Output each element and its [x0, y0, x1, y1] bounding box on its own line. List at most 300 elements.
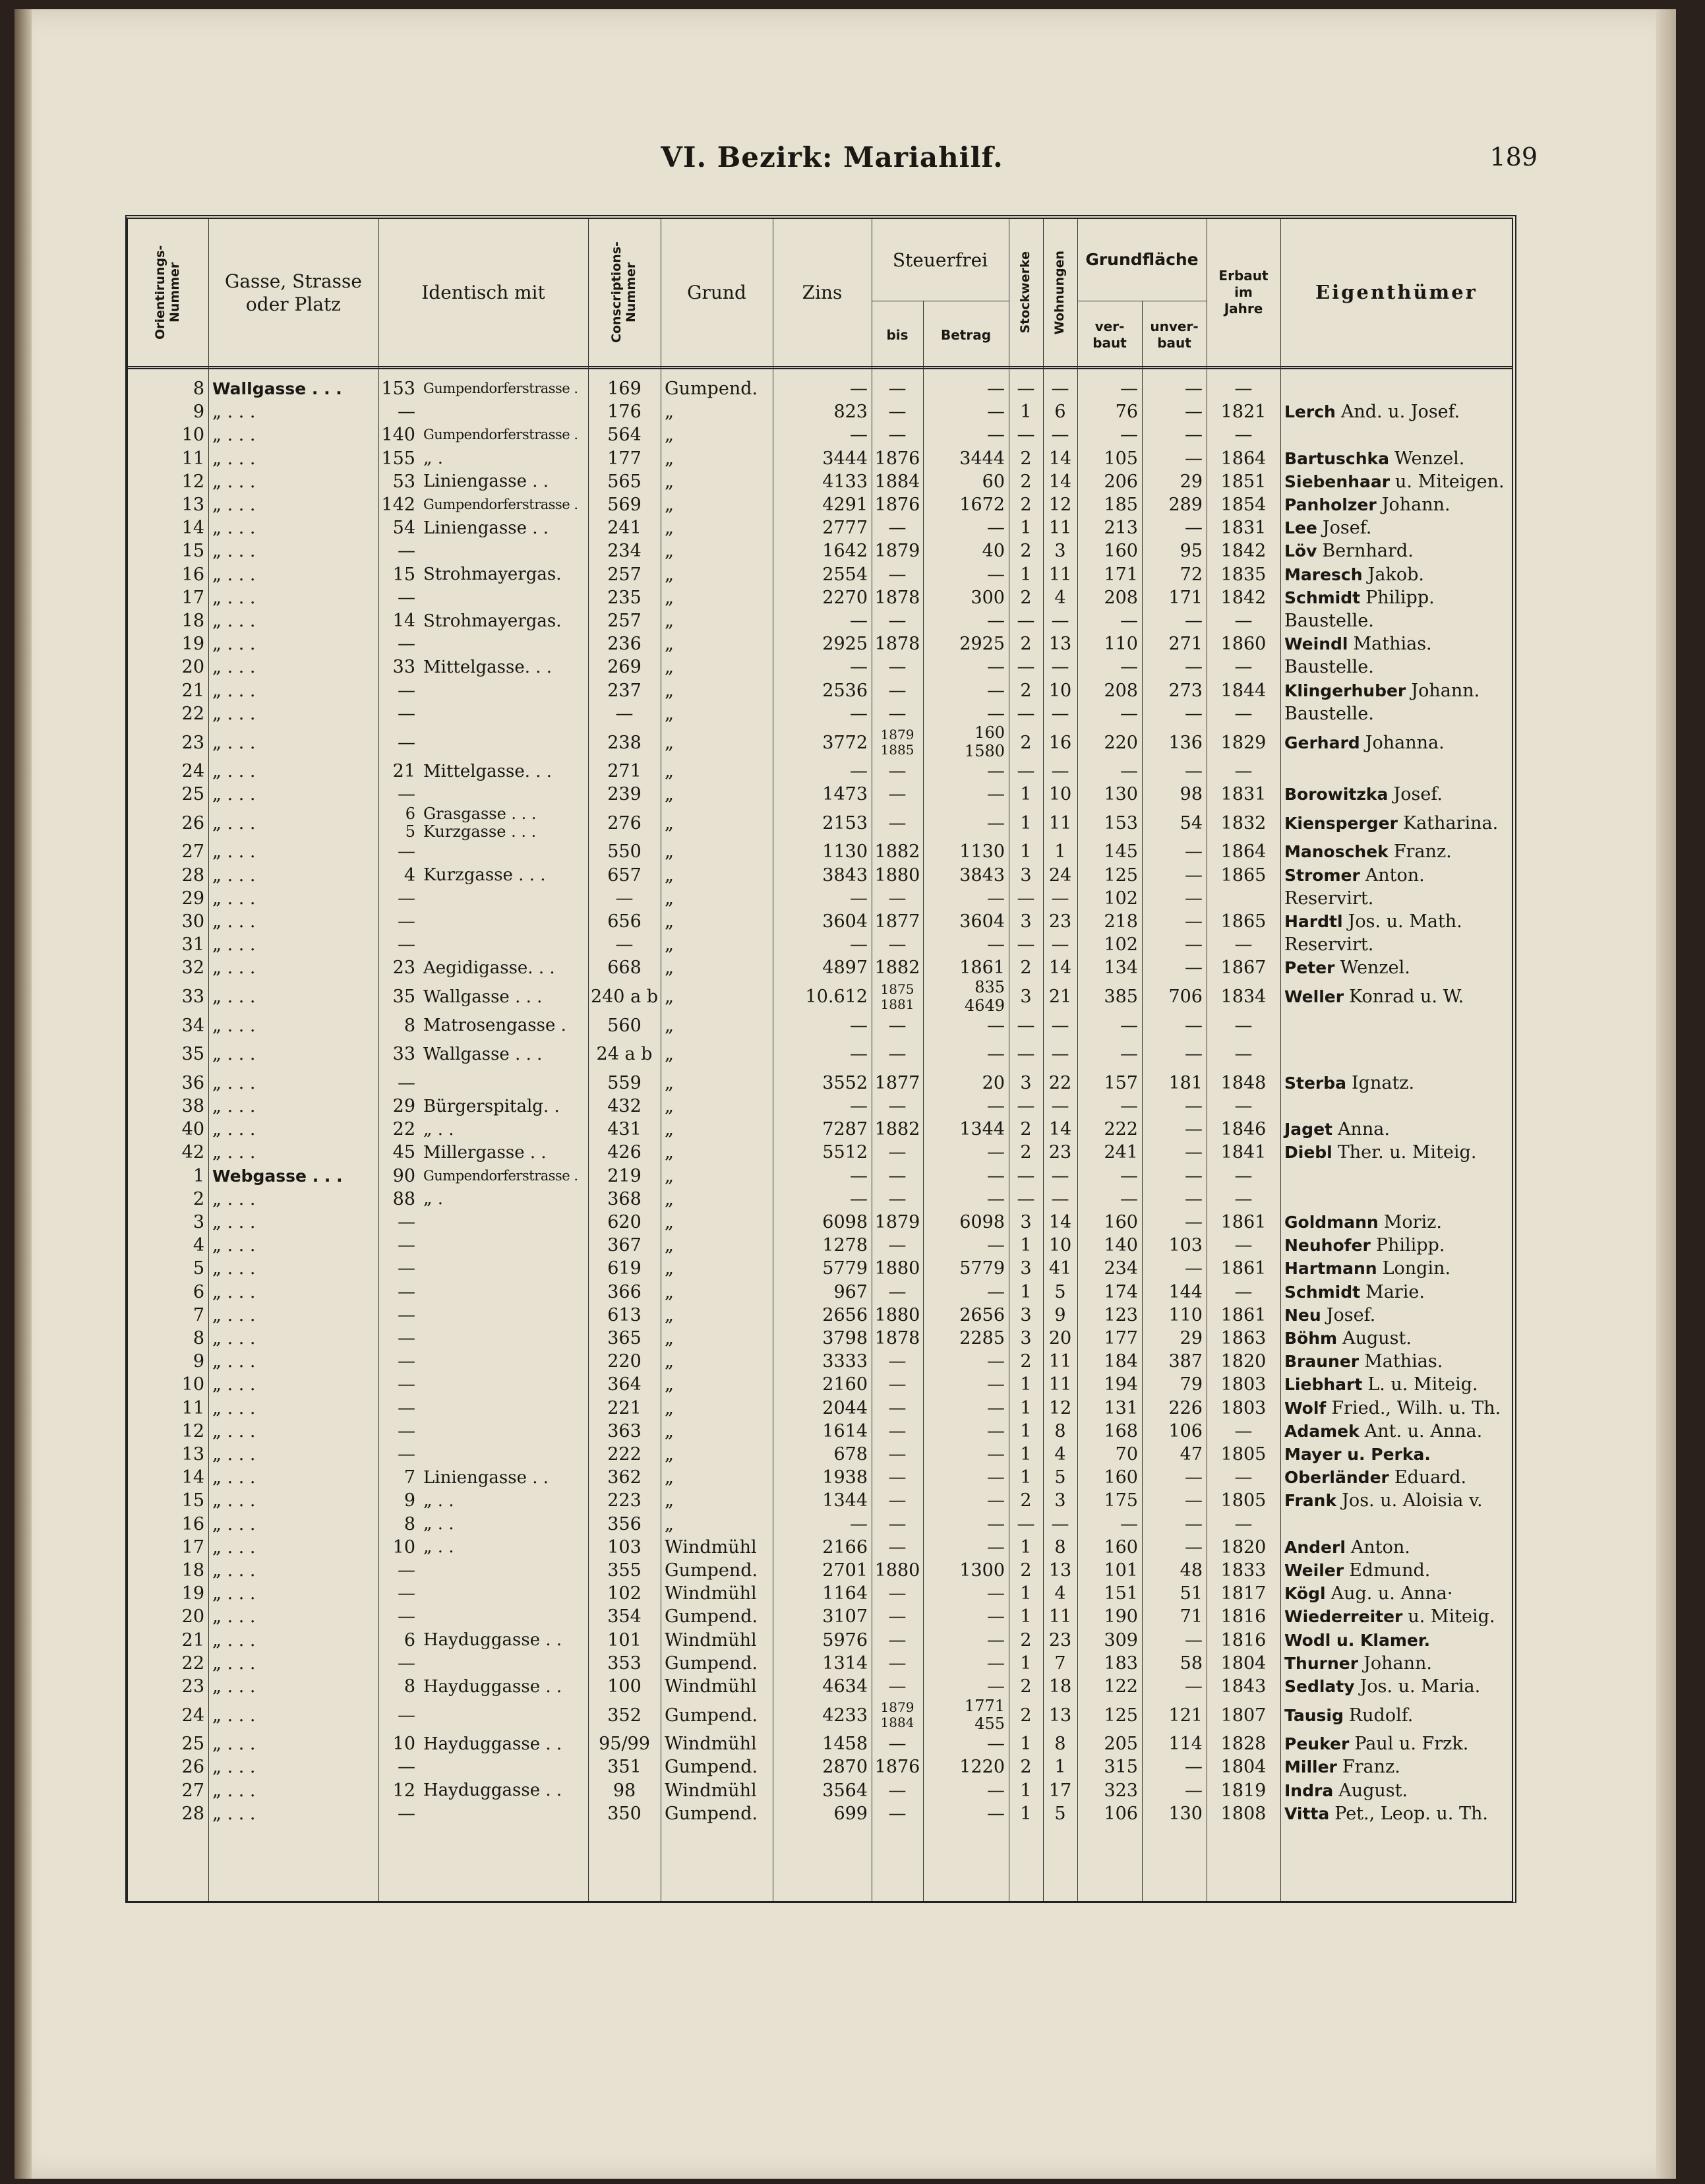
steuerfrei-betrag: —: [987, 564, 1005, 585]
stockwerke: 1: [1020, 518, 1032, 539]
steuerfrei-betrag: 60: [982, 471, 1005, 492]
eigenthuemer-zusatz: Aug. u. Anna·: [1331, 1583, 1453, 1604]
gasse-name: „ . . .: [212, 518, 256, 539]
stockwerke: —: [1017, 1165, 1035, 1186]
zins: —: [850, 1015, 868, 1036]
zins: 2536: [822, 680, 868, 701]
grund: Gumpend.: [665, 1705, 758, 1726]
grundflaeche-verbaut: 76: [1115, 402, 1138, 423]
grundflaeche-unverbaut: —: [1185, 1015, 1203, 1036]
identisch-nummer: 33: [392, 1044, 415, 1065]
grund: „: [665, 911, 674, 932]
conscriptions-nummer: 241: [607, 518, 642, 539]
zins: —: [850, 657, 868, 678]
zins: 3564: [822, 1780, 868, 1801]
conscriptions-nummer: 271: [607, 761, 642, 782]
eigenthuemer-name: Neuhofer: [1284, 1236, 1371, 1256]
grund: „: [665, 564, 674, 585]
erbaut-jahr: 1834: [1220, 986, 1267, 1008]
col-grundflaeche: Grundfläche: [1085, 250, 1199, 270]
grundflaeche-verbaut: 151: [1104, 1583, 1138, 1604]
table-row: [128, 1559, 1512, 1582]
grundflaeche-unverbaut: 114: [1168, 1734, 1203, 1755]
grund: „: [665, 784, 674, 805]
table-row: [128, 609, 1512, 632]
erbaut-jahr: 1821: [1220, 402, 1267, 423]
zins: 3552: [822, 1072, 868, 1093]
steuerfrei-bis: 1876: [874, 1757, 920, 1778]
wohnungen: 23: [1048, 911, 1072, 932]
grund: „: [665, 1490, 674, 1511]
grundflaeche-unverbaut: 29: [1180, 1328, 1203, 1349]
col-verbaut: ver-baut: [1092, 318, 1127, 351]
steuerfrei-betrag: —: [987, 1583, 1005, 1604]
table-row: [128, 887, 1512, 910]
wohnungen: 5: [1054, 1467, 1066, 1488]
identisch-nummer: —: [398, 1705, 415, 1726]
zins: 3107: [822, 1606, 868, 1627]
eigenthuemer: [1280, 783, 1518, 806]
eigenthuemer-name: Kiensperger: [1284, 813, 1398, 833]
steuerfrei-betrag: —: [987, 680, 1005, 701]
identisch-nummer: 9: [404, 1490, 415, 1511]
eigenthuemer-name: Liebhart: [1284, 1375, 1363, 1395]
steuerfrei-bis: [872, 980, 923, 1014]
stockwerke: 2: [1020, 634, 1032, 655]
eigenthuemer: [1280, 1420, 1518, 1443]
table-row: [128, 1652, 1512, 1675]
wohnungen: —: [1051, 934, 1069, 956]
stockwerke: 2: [1020, 1142, 1032, 1163]
grundflaeche-verbaut: 102: [1104, 888, 1138, 909]
eigenthuemer-zusatz: Mathias.: [1353, 634, 1432, 655]
identisch-gasse: [419, 783, 588, 806]
zins: 4133: [822, 471, 868, 492]
col-unverbaut: unver-baut: [1150, 318, 1199, 351]
zins: 1938: [822, 1467, 868, 1488]
wohnungen: 11: [1048, 812, 1072, 834]
eigenthuemer-zusatz: Reservirt.: [1284, 934, 1374, 956]
erbaut-jahr: 1860: [1220, 634, 1267, 655]
stockwerke: —: [1017, 425, 1035, 446]
steuerfrei-betrag: —: [987, 1803, 1005, 1824]
wohnungen: —: [1051, 1513, 1069, 1534]
stockwerke: 2: [1020, 732, 1032, 753]
steuerfrei-betrag: 6098: [959, 1212, 1005, 1233]
identisch-gasse: Hayduggasse . .: [423, 1630, 562, 1651]
grundflaeche-verbaut: 213: [1104, 518, 1138, 539]
wohnungen: 14: [1048, 1212, 1072, 1233]
grundflaeche-unverbaut: —: [1185, 611, 1203, 632]
gasse-name: „ . . .: [212, 1328, 256, 1349]
orientierungs-nummer: 24: [181, 761, 204, 782]
grundflaeche-unverbaut: 106: [1168, 1420, 1203, 1441]
grund: Windmühl: [665, 1734, 757, 1755]
grund: „: [665, 888, 674, 909]
grundflaeche-verbaut: 222: [1104, 1119, 1138, 1140]
grundflaeche-verbaut: 140: [1104, 1235, 1138, 1256]
grund: „: [665, 1096, 674, 1117]
eigenthuemer-zusatz: u. Miteigen.: [1395, 471, 1505, 492]
wohnungen: —: [1051, 1015, 1069, 1036]
steuerfrei-betrag: —: [987, 425, 1005, 446]
erbaut-jahr: 1842: [1220, 541, 1267, 562]
stockwerke: 2: [1020, 541, 1032, 562]
steuerfrei-bis-line: 1885: [880, 742, 914, 758]
identisch-nummer: —: [398, 1212, 415, 1233]
table-row: [128, 1211, 1512, 1234]
eigenthuemer-name: Schmidt: [1284, 1282, 1361, 1302]
table-row: [128, 1466, 1512, 1489]
eigenthuemer: [1280, 702, 1518, 725]
col-erbaut: Erbaut im Jahre: [1218, 268, 1269, 317]
identisch-nummer: 10: [392, 1734, 415, 1755]
identisch-nummer: 22: [392, 1119, 415, 1140]
identisch-gasse: [419, 806, 588, 840]
steuerfrei-betrag-line: 4649: [964, 996, 1005, 1015]
eigenthuemer-name: Sedlaty: [1284, 1677, 1355, 1697]
steuerfrei-betrag: 1220: [959, 1757, 1005, 1778]
eigenthuemer-name: Miller: [1284, 1757, 1337, 1777]
identisch-nummer: —: [398, 1444, 415, 1465]
wohnungen: 23: [1048, 1142, 1072, 1163]
erbaut-jahr: 1808: [1220, 1803, 1267, 1824]
steuerfrei-betrag: —: [987, 1653, 1005, 1674]
identisch-gasse: [419, 1257, 588, 1280]
identisch-gasse-line: Kurzgasse . . .: [423, 822, 537, 841]
grund: Gumpend.: [665, 1803, 758, 1824]
steuerfrei-betrag: 40: [982, 541, 1005, 562]
erbaut-jahr: 1829: [1220, 732, 1267, 753]
eigenthuemer-name: Panholzer: [1284, 495, 1377, 515]
orientierungs-nummer: 23: [181, 1676, 204, 1697]
wohnungen: 3: [1054, 1490, 1066, 1511]
grundflaeche-unverbaut: —: [1185, 1780, 1203, 1801]
identisch-nummer-line: 6: [405, 804, 415, 823]
eigenthuemer-zusatz: Jos. u. Aloisia v.: [1342, 1490, 1483, 1511]
wohnungen: —: [1051, 1165, 1069, 1186]
orientierungs-nummer: 34: [181, 1015, 204, 1036]
table-row: [128, 1257, 1512, 1280]
table-row: [128, 760, 1512, 783]
stockwerke: 1: [1020, 1420, 1032, 1441]
orientierungs-nummer: 42: [181, 1142, 204, 1163]
erbaut-jahr: 1832: [1220, 812, 1267, 834]
stockwerke: 1: [1020, 1583, 1032, 1604]
stockwerke: 1: [1020, 1397, 1032, 1418]
table-row: [128, 586, 1512, 609]
grund: „: [665, 634, 674, 655]
eigenthuemer-name: Frank: [1284, 1491, 1337, 1511]
orientierungs-nummer: 17: [181, 587, 204, 608]
conscriptions-nummer: 432: [607, 1096, 642, 1117]
table-row: [128, 1014, 1512, 1037]
eigenthuemer-name: Böhm: [1284, 1329, 1338, 1349]
eigenthuemer-name: Weindl: [1284, 634, 1348, 654]
eigenthuemer: [1280, 725, 1518, 760]
wohnungen: 9: [1054, 1304, 1066, 1325]
orientierungs-nummer: 14: [181, 1467, 204, 1488]
identisch-gasse: [419, 1373, 588, 1396]
steuerfrei-bis: —: [888, 611, 907, 632]
zins: 2160: [822, 1374, 868, 1395]
table-row: [128, 493, 1512, 516]
stockwerke: 3: [1020, 1328, 1032, 1349]
orientierungs-nummer: 26: [181, 1757, 204, 1778]
grundflaeche-verbaut: 134: [1104, 957, 1138, 979]
table-row: [128, 1582, 1512, 1605]
steuerfrei-bis: 1876: [874, 448, 920, 469]
steuerfrei-betrag: 5779: [959, 1258, 1005, 1279]
steuerfrei-bis: —: [888, 425, 907, 446]
grund: „: [665, 1374, 674, 1395]
eigenthuemer-zusatz: Johann.: [1411, 680, 1480, 701]
eigenthuemer-name: Klingerhuber: [1284, 681, 1406, 700]
identisch-gasse: Gumpendorferstrasse .: [423, 1167, 578, 1184]
gasse-name: Wallgasse . . .: [212, 379, 342, 399]
eigenthuemer: [1280, 679, 1518, 702]
stockwerke: 1: [1020, 1734, 1032, 1755]
steuerfrei-bis: —: [888, 1351, 907, 1372]
eigenthuemer: [1280, 1373, 1518, 1396]
eigenthuemer: [1280, 1732, 1518, 1755]
grundflaeche-unverbaut: 47: [1180, 1444, 1203, 1465]
steuerfrei-bis: —: [888, 1397, 907, 1418]
orientierungs-nummer: 22: [181, 703, 204, 724]
steuerfrei-betrag: —: [987, 611, 1005, 632]
grundflaeche-verbaut: —: [1120, 611, 1138, 632]
steuerfrei-bis: —: [888, 518, 907, 539]
stockwerke: —: [1017, 1044, 1035, 1065]
col-eigenthuemer: Eigenthümer: [1315, 281, 1478, 304]
stockwerke: 1: [1020, 1467, 1032, 1488]
wohnungen: 4: [1054, 587, 1066, 608]
wohnungen: 13: [1048, 1560, 1072, 1581]
table-row: [128, 1536, 1512, 1559]
steuerfrei-bis: 1879: [874, 541, 920, 562]
identisch-gasse: [419, 1802, 588, 1825]
steuerfrei-bis: —: [888, 564, 907, 585]
conscriptions-nummer: 351: [607, 1757, 642, 1778]
eigenthuemer-name: Weiler: [1284, 1561, 1344, 1581]
conscriptions-nummer: 238: [607, 732, 642, 753]
eigenthuemer-zusatz: L. u. Miteig.: [1367, 1374, 1478, 1395]
grundflaeche-verbaut: —: [1120, 1096, 1138, 1117]
gasse-name: „ . . .: [212, 1015, 256, 1036]
erbaut-jahr: 1817: [1220, 1583, 1267, 1604]
table-row: [128, 1188, 1512, 1211]
identisch-gasse: [419, 1652, 588, 1675]
grundflaeche-unverbaut: —: [1185, 448, 1203, 469]
conscriptions-nummer: 613: [607, 1304, 642, 1325]
zins: 4897: [822, 957, 868, 979]
orientierungs-nummer: 15: [181, 541, 204, 562]
identisch-nummer: —: [398, 634, 415, 655]
orientierungs-nummer: 15: [181, 1490, 204, 1511]
identisch-nummer: —: [398, 1583, 415, 1604]
eigenthuemer: [1280, 840, 1518, 863]
table-row: [128, 1698, 1512, 1732]
zins: 1642: [822, 541, 868, 562]
identisch-gasse: [419, 1234, 588, 1257]
steuerfrei-bis: —: [888, 402, 907, 423]
table-row: [128, 679, 1512, 702]
grundflaeche-verbaut: —: [1120, 1188, 1138, 1209]
wohnungen: 4: [1054, 1583, 1066, 1604]
eigenthuemer: [1280, 609, 1518, 632]
eigenthuemer: [1280, 1605, 1518, 1628]
eigenthuemer: [1280, 1513, 1518, 1536]
steuerfrei-bis: —: [888, 1536, 907, 1558]
conscriptions-nummer: 363: [607, 1420, 642, 1441]
steuerfrei-bis: 1880: [874, 1258, 920, 1279]
wohnungen: 14: [1048, 448, 1072, 469]
grundflaeche-unverbaut: 171: [1168, 587, 1203, 608]
identisch-nummer: —: [398, 703, 415, 724]
steuerfrei-betrag: —: [987, 1536, 1005, 1558]
zins: 2270: [822, 587, 868, 608]
eigenthuemer: [1280, 447, 1518, 470]
orientierungs-nummer: 8: [193, 1328, 204, 1349]
gasse-name: „ . . .: [212, 703, 256, 724]
identisch-nummer: —: [398, 911, 415, 932]
grundflaeche-unverbaut: —: [1185, 1044, 1203, 1065]
orientierungs-nummer: 5: [193, 1258, 204, 1279]
eigenthuemer-zusatz: Ignatz.: [1352, 1072, 1415, 1093]
eigenthuemer-zusatz: Ant. u. Anna.: [1364, 1420, 1483, 1441]
steuerfrei-bis: 1879: [874, 1212, 920, 1233]
grund: „: [665, 986, 674, 1008]
orientierungs-nummer: 30: [181, 911, 204, 932]
eigenthuemer-name: Thurner: [1284, 1653, 1359, 1673]
erbaut-jahr: —: [1234, 1188, 1253, 1209]
grundflaeche-unverbaut: —: [1185, 934, 1203, 956]
wohnungen: 22: [1048, 1072, 1072, 1093]
steuerfrei-betrag: —: [987, 1281, 1005, 1302]
grund: Windmühl: [665, 1583, 757, 1604]
orientierungs-nummer: 26: [181, 812, 204, 834]
stockwerke: 1: [1020, 1803, 1032, 1824]
wohnungen: 24: [1048, 864, 1072, 886]
gasse-name: „ . . .: [212, 1258, 256, 1279]
table-row: [128, 1802, 1512, 1825]
grund: „: [665, 1513, 674, 1534]
identisch-nummer: —: [398, 1351, 415, 1372]
steuerfrei-bis: —: [888, 1653, 907, 1674]
steuerfrei-bis: 1880: [874, 864, 920, 886]
zins: 2656: [822, 1304, 868, 1325]
conscriptions-nummer: —: [615, 703, 634, 724]
eigenthuemer: [1280, 377, 1518, 400]
wohnungen: 3: [1054, 541, 1066, 562]
page-number: 189: [1489, 142, 1538, 171]
eigenthuemer-name: Sterba: [1284, 1073, 1347, 1093]
eigenthuemer-zusatz: Marie.: [1365, 1281, 1425, 1302]
orientierungs-nummer: 9: [193, 402, 204, 423]
conscriptions-nummer: 237: [607, 680, 642, 701]
conscriptions-nummer: 620: [607, 1212, 642, 1233]
eigenthuemer-zusatz: Anton.: [1365, 864, 1425, 886]
conscriptions-nummer: 431: [607, 1119, 642, 1140]
identisch-nummer: —: [398, 541, 415, 562]
zins: —: [850, 1188, 868, 1209]
identisch-nummer: [378, 806, 419, 840]
grund: „: [665, 402, 674, 423]
steuerfrei-betrag: —: [987, 934, 1005, 956]
stockwerke: 1: [1020, 402, 1032, 423]
zins: 2777: [822, 518, 868, 539]
table-row: [128, 1234, 1512, 1257]
grundflaeche-unverbaut: 51: [1180, 1583, 1203, 1604]
eigenthuemer-name: Neu: [1284, 1305, 1321, 1325]
eigenthuemer-name: Wolf: [1284, 1398, 1327, 1418]
table-row: [128, 840, 1512, 863]
table-row: [128, 1037, 1512, 1072]
stockwerke: 2: [1020, 957, 1032, 979]
table-row: [128, 956, 1512, 979]
wohnungen: 6: [1054, 402, 1066, 423]
grundflaeche-verbaut: 183: [1104, 1653, 1138, 1674]
grundflaeche-unverbaut: —: [1185, 841, 1203, 863]
steuerfrei-bis: —: [888, 1676, 907, 1697]
orientierungs-nummer: 11: [181, 1397, 204, 1418]
identisch-nummer: 14: [392, 611, 415, 632]
steuerfrei-bis: 1880: [874, 1560, 920, 1581]
grundflaeche-verbaut: 190: [1104, 1606, 1138, 1627]
grundflaeche-verbaut: 385: [1104, 986, 1138, 1008]
eigenthuemer-name: Jaget: [1284, 1120, 1332, 1139]
grund: „: [665, 611, 674, 632]
identisch-gasse: „ . .: [423, 1490, 454, 1511]
eigenthuemer: [1280, 1443, 1518, 1466]
steuerfrei-betrag: —: [987, 379, 1005, 400]
grundflaeche-verbaut: 234: [1104, 1258, 1138, 1279]
eigenthuemer-zusatz: Fried., Wilh. u. Th.: [1331, 1397, 1501, 1418]
orientierungs-nummer: 10: [181, 1374, 204, 1395]
grundflaeche-unverbaut: 48: [1180, 1560, 1203, 1581]
table-row: [128, 1605, 1512, 1628]
eigenthuemer: [1280, 1095, 1518, 1118]
grund: „: [665, 864, 674, 886]
identisch-nummer: —: [398, 1235, 415, 1256]
erbaut-jahr: 1865: [1220, 911, 1267, 932]
identisch-gasse: [419, 933, 588, 956]
identisch-gasse: Strohmayergas.: [423, 564, 562, 585]
wohnungen: —: [1051, 611, 1069, 632]
eigenthuemer-zusatz: Johann.: [1363, 1653, 1432, 1674]
erbaut-jahr: —: [1234, 1513, 1253, 1534]
eigenthuemer-name: Mayer u. Perka.: [1284, 1445, 1431, 1465]
orientierungs-nummer: 36: [181, 1072, 204, 1093]
steuerfrei-betrag: —: [987, 1420, 1005, 1441]
identisch-gasse: [419, 679, 588, 702]
identisch-gasse: „ .: [423, 448, 443, 469]
eigenthuemer-zusatz: Ther. u. Miteig.: [1337, 1142, 1477, 1163]
zins: 5976: [822, 1629, 868, 1651]
eigenthuemer: [1280, 1234, 1518, 1257]
grundflaeche-unverbaut: 110: [1168, 1304, 1203, 1325]
orientierungs-nummer: 1: [193, 1165, 204, 1186]
steuerfrei-bis: 1884: [874, 471, 920, 492]
conscriptions-nummer: 239: [607, 784, 642, 805]
stockwerke: —: [1017, 379, 1035, 400]
grundflaeche-unverbaut: —: [1185, 1536, 1203, 1558]
grund: „: [665, 761, 674, 782]
identisch-nummer: 33: [392, 657, 415, 678]
steuerfrei-bis: —: [888, 657, 907, 678]
identisch-gasse: Strohmayergas.: [423, 611, 562, 631]
table-row: [128, 539, 1512, 562]
